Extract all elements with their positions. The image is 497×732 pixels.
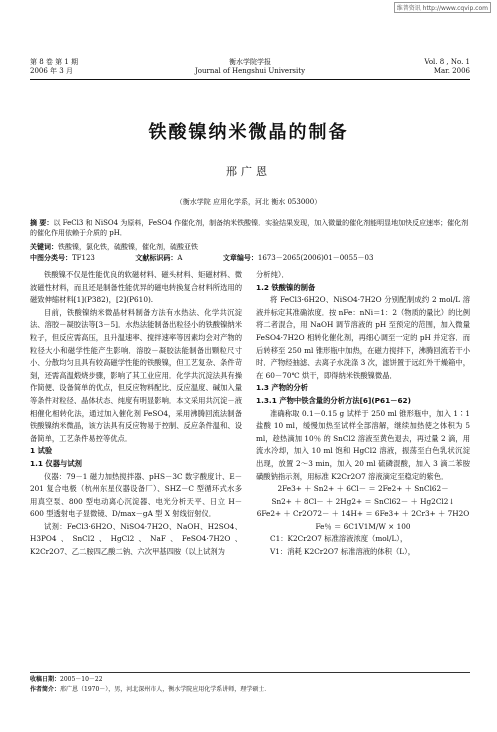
section-heading: 1.1 仪器与试剂 xyxy=(30,458,82,468)
section-heading: 1.3 产物的分析 xyxy=(256,383,308,393)
watermark: 维普资讯 http://www.cqvip.com xyxy=(394,2,491,13)
journal-name-block xyxy=(160,58,340,76)
keywords xyxy=(30,242,470,252)
keywords-text: 铁酸镍，氯化铁，硫酸镍，催化剂，硫酸亚铁 xyxy=(58,243,198,251)
left-column xyxy=(30,269,242,559)
volume-issue-en: Vol. 8 , No. 1 xyxy=(424,58,470,66)
section-heading: 1.3.1 产物中铁含量的分析方法[6](P61－62) xyxy=(256,395,411,405)
paragraph: 目前，铁酸镍纳米微晶材料制备方法有水热法、化学共沉淀法、溶胶－凝胶法等[3－5]．水热法能制备出粒径小的铁酸镍纳米粒子，但反应需高压，且升温速率、搅拌速率等因素均会对产物的粒径大小和磁学性能产生影响．溶胶－凝胶法能制备出颗粒尺寸小、分散均匀且具有较高磁学性能的铁酸镍，但工艺复杂、条件苛刻，还需高温煅烧步骤，影响了其工业应用．化学共沉淀法具有操作简便、设备简单的优点，但反应物料配比、反应温度、碱加入量等条件对粒径、晶体状态、纯度有明显影响．本文采用共沉淀－液相催化相转化法，通过加入催化剂 FeSO4，采用沸腾回流法制备铁酸镍纳米微晶，该方法具有反应物易于控制、反应条件温和、设备简单，工艺条件易控等优点． xyxy=(30,307,242,443)
right-column xyxy=(256,269,470,559)
doc-code-value: A xyxy=(177,254,183,262)
abstract xyxy=(30,218,470,238)
equation: 6Fe2+ ＋ Cr2O72－ ＋ 14H+ ＝ 6Fe3+ ＋ 2Cr3+ ＋ 7H2O xyxy=(256,509,470,519)
clc-value: TF123 xyxy=(72,254,95,262)
affiliation: （衡水学院 应用化学系，河北 衡水 053000） xyxy=(175,198,322,206)
paragraph: 将 FeCl3·6H2O、NiSO4·7H2O 分别配制成约 2 mol/L 溶液并标定其准确浓度．按 nFe：nNi＝1：2（物质的量比）的比例将二者混合，用 NaOH 调节溶液的 pH 至预定的范围，加入微量 FeSO4·7H2O 相转化催化剂，再细心调至一定的 pH 并定容．而后转移至 250 ml 锥形瓶中加热，在磁力搅拌下，沸腾回流若干小时．产物经抽滤、去离子水洗涤 3 次，滤饼置于远红外干燥箱中，在 60－70℃ 烘干，即得纳米铁酸镍微晶． xyxy=(256,295,470,380)
paragraph: V1：消耗 K2Cr2O7 标准溶液的体积（L）， xyxy=(270,547,416,557)
publication-date: 2006 年 3 月 xyxy=(30,67,73,75)
received-date xyxy=(30,675,470,685)
article-number-value: 1673－2065(2006)01－0055－03 xyxy=(257,254,374,262)
paragraph: 仪器：79－1 磁力加热搅拌器、pHS－3C 数字酸度计、E－201 复合电极（杭州东星仪器设备厂）、SHZ－C 型循环式水多用真空泵、800 型电动离心沉淀器、电光分析天平、日立 H－600 型透射电子显微镜、D/max－gA 型 X 射线衍射仪． xyxy=(30,471,242,519)
equation: Sn2+ ＋ 8Cl－ ＋ 2Hg2+ ＝ SnCl62－ ＋ Hg2Cl2↓ xyxy=(271,496,455,506)
article-number-label: 文章编号： xyxy=(222,254,258,262)
doc-code-label: 文献标识码： xyxy=(135,254,178,262)
paragraph: 试剂：FeCl3·6H2O、NiSO4·7H2O、NaOH、H2SO4、H3PO4、SnCl2、HgCl2、NaF、FeSO4·7H2O、K2Cr2O7、乙二胺四乙酸二钠、六次甲基四胺（以上试剂为 xyxy=(30,521,242,557)
author-bio-text: 邢广恩（1970－），男，河北深州市人，衡水学院应用化学系讲师，理学硕士． xyxy=(60,686,271,693)
equation: Fe％ ＝ 6C1V1M/W × 100 xyxy=(315,521,411,531)
clc-label: 中图分类号： xyxy=(30,254,72,262)
author-bio xyxy=(30,685,470,695)
paragraph: 准确称取 0.1－0.15 g 试样于 250 ml 锥形瓶中，加入 1∶1 盐酸 10 ml，缓慢加热至试样全部溶解，继续加热使之体积为 5 ml，趁热滴加 10％ 的 SnCl2 溶液至黄色退去，再过量 2 滴，用流水冷却，加入 10 ml 饱和 HgCl2 溶液，振荡至白色乳状沉淀出现，放置 2～3 min，加入 20 ml 硫磷混酸，加入 3 滴二苯胺磺酸钠指示剂，用标准 K2Cr2O7 溶液滴定至稳定的紫色． xyxy=(256,408,470,481)
volume-issue: 第 8 卷 第 1 期 xyxy=(30,58,79,66)
section-heading: 1 试验 xyxy=(30,446,53,456)
author-bio-label: 作者简介： xyxy=(30,686,61,693)
publication-date-en: Mar. 2006 xyxy=(433,67,470,75)
classification-line xyxy=(30,253,470,263)
journal-name-cn: 衡水学院学报 xyxy=(229,58,271,66)
abstract-text: 以 FeCl3 和 NiSO4 为原料，FeSO4 作催化剂，制备纳米铁酸镍．实验结果发现，加入微量的催化剂能明显地加快反应速率；催化剂的催化作用依赖于介质的 pH． xyxy=(30,219,469,237)
equation: 2Fe3+ ＋ Sn2+ ＋ 6Cl－ ＝ 2Fe2+ ＋ SnCl62－ xyxy=(277,484,449,494)
journal-volume-info xyxy=(30,58,78,76)
journal-name-en: Journal of Hengshui University xyxy=(194,67,306,75)
received-value: 2005－10－22 xyxy=(60,676,103,683)
author-name: 邢广恩 xyxy=(226,165,271,178)
paragraph: C1：K2Cr2O7 标准溶液浓度（mol/L）， xyxy=(270,534,408,544)
received-label: 收稿日期： xyxy=(30,676,61,683)
abstract-label: 摘 要： xyxy=(30,219,54,227)
paragraph: 铁酸镍不仅是性能优良的软磁材料、磁头材料、矩磁材料、微波磁性材料，而且还是制备性能优异的磁电转换复合材料所选用的磁致伸缩材料[1](P382)，[2](P610). xyxy=(30,270,242,305)
section-heading: 1.2 铁酸镍的制备 xyxy=(256,282,316,292)
footnote-rule xyxy=(30,672,470,673)
footnotes xyxy=(30,675,470,695)
paper-title: 铁酸镍纳米微晶的制备 xyxy=(148,122,349,143)
journal-volume-en xyxy=(424,58,470,76)
keywords-label: 关键词： xyxy=(30,243,58,251)
paragraph: 分析纯）． xyxy=(256,270,289,279)
header-rule xyxy=(30,79,470,80)
